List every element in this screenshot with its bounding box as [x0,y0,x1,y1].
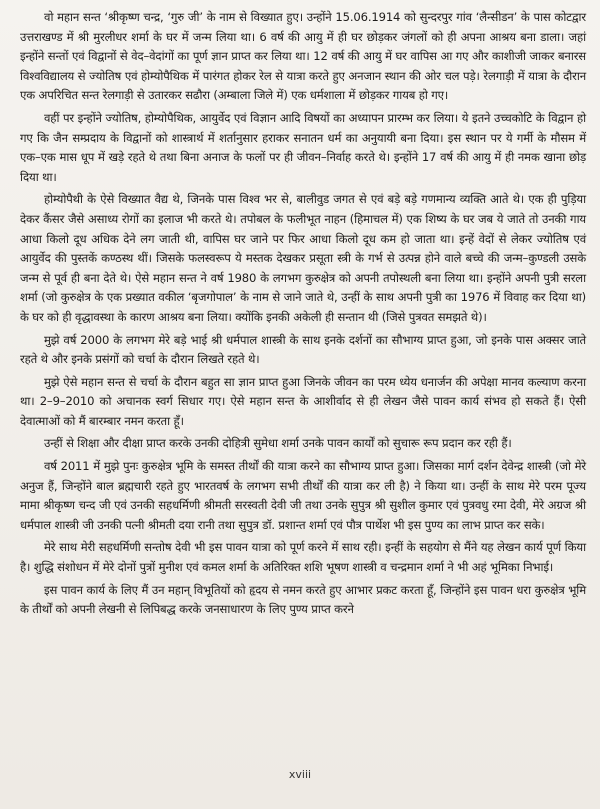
paragraph-3: होम्योपैथी के ऐसे विख्यात वैद्य थे, जिनके पास विश्व भर से, बालीवुड जगत से एवं बड़े बड़े गणमान्य व्यक्ति आते थे। एक ही पुड़िया देकर कैंसर जैसे असाध्य रोगों का इलाज भी करते थे। तपोबल के फलीभूत नाहन (हिमाचल में) एक शिष्य के घर जब ये जाते तो उनकी गाय आधा किलो दूध अधिक देने लग जाती थी, वापिस घर जाने पर फिर आधा किलो दूध कम हो जाता था। इन्हें वेदों से लेकर ज्योतिष एवं आयुर्वेद की पुस्तकें कण्ठस्थ थीं। जिसके फलस्वरूप ये मस्तक देखकर प्रसूता स्त्री के गर्भ से उत्पन्न होने वाले बच्चे की जन्म–कुण्डली उसके जन्म से पूर्व ही बना देते थे। ऐसे महान सन्त ने वर्ष 1980 के लगभग कुरुक्षेत्र को अपनी तपोस्थली बना लिया था। इन्होंने अपनी पुत्री सरला शर्मा (जो कुरुक्षेत्र के एक प्रख्यात वकील ‘बृजगोपाल’ के नाम से जाने जाते थे, उन्हीं के साथ अपनी पुत्री का 1976 में विवाह कर दिया था) के घर को ही वृद्धावस्था के कारण आश्रय बना लिया। क्योंकि इनकी अकेली ही सन्तान थी (जिसे पुत्रवत समझते थे)। [20,192,586,324]
paragraph-7: वर्ष 2011 में मुझे पुनः कुरुक्षेत्र भूमि के समस्त तीर्थों की यात्रा करने का सौभाग्य प्राप्त हुआ। जिसका मार्ग दर्शन देवेन्द्र शास्त्री (जो मेरे अनुज हैं, जिन्होंने बाल ब्रह्मचारी रहते हुए भारतवर्ष के लगभग सभी तीर्थों की यात्रा कर ली है) ने किया था। उन्हीं के साथ मेरे परम पूज्य मामा श्रीकृष्ण चन्द जी एवं उनकी सहधर्मिणी श्रीमती सरस्वती देवी जी तथा उनके सुपुत्र श्री सुशील कुमार एवं पुत्रवधु रमा देवी, मेरे अग्रज श्री धर्मपाल शास्त्री जी उनकी पत्नी श्रीमती दया रानी तथा सुपुत्र डॉ. प्रशान्त शर्मा एवं पौत्र पार्थेश भी इस पुण्य का लाभ प्राप्त कर सके। [20,459,586,532]
paragraph-1: वो महान सन्त ‘श्रीकृष्ण चन्द्र, ‘गुरु जी’ के नाम से विख्यात हुए। उन्होंने 15.06.1914 को सुन्दरपुर गांव ‘लैन्सीडन’ के पास कोटद्वार उत्तराखण्ड में श्री मुरलीधर शर्मा के घर में जन्म लिया था। 6 वर्ष की आयु में ही घर छोड़कर जंगलों को ही अपना आश्रय बना डाला। जहां इन्होंने सन्तों एवं विद्वानों से वेद–वेदांगों का पूर्ण ज्ञान प्राप्त कर लिया था। 12 वर्ष की आयु में घर वापिस आ गए और काशीजी जाकर बनारस विश्वविद्यालय से ज्योतिष एवं होम्योपैथिक में पारंगत होकर रेल से यात्रा करते हुए अनजान स्थान की ओर चल पड़े। रेलगाड़ी में यात्रा के दौरान एक अपरिचित सन्त रेलगाड़ी से उतारकर सढौरा (अम्बाला जिले में) एक धर्मशाला में छोड़कर गायब हो गए। [20,10,586,103]
page-body [20,8,586,620]
paragraph-8: मेरे साथ मेरी सहधर्मिणी सन्तोष देवी भी इस पावन यात्रा को पूर्ण करने में साथ रही। इन्हीं के सहयोग से मैंने यह लेखन कार्य पूर्ण किया है। शुद्धि संशोधन में मेरे दोनों पुत्रों मुनीश एवं कमल शर्मा के अतिरिक्त शशि भूषण शास्त्री व चन्द्रमान शर्मा ने भी अहं भूमिका निभाई। [20,540,586,575]
paragraph-5: मुझे ऐसे महान सन्त से चर्चा के दौरान बहुत सा ज्ञान प्राप्त हुआ जिनके जीवन का परम ध्येय धनार्जन की अपेक्षा मानव कल्याण करना था। 2–9–2010 को अचानक स्वर्ग सिधार गए। ऐसे महान सन्त के आशीर्वाद से ही लेखन जैसे पावन कार्य संभव हो सकते हैं। ऐसी देवात्माओं को मैं बारम्बार नमन करता हूँ। [20,374,586,428]
paragraph-2: वहीं पर इन्होंने ज्योतिष, होम्योपैथिक, आयुर्वेद एवं विज्ञान आदि विषयों का अध्यापन प्रारम्भ कर लिया। ये इतने उच्चकोटि के विद्वान हो गए कि जैन सम्प्रदाय के विद्वानों को शास्त्रार्थ में शर्तानुसार हराकर सनातन धर्म का अनुयायी बना दिया। इस स्थान पर ये गर्मी के मौसम में एक–एक मास धूप में खड़े रहते थे तथा बिना अनाज के फलों पर ही जीवन–निर्वाह करते थे। इन्होंने 17 वर्ष की आयु में ही नमक खाना छोड़ दिया था। [20,110,586,184]
paragraph-9: इस पावन कार्य के लिए मैं उन महान् विभूतियों को हृदय से नमन करते हुए आभार प्रकट करता हूँ, जिन्होंने इस पावन धरा कुरुक्षेत्र भूमि के तीर्थों को अपनी लेखनी से लिपिबद्ध करके जनसाधारण के लिए पुण्य प्राप्त करने [20,582,586,617]
page-number: xviii [288,768,312,781]
paragraph-4: मुझे वर्ष 2000 के लगभग मेरे बड़े भाई श्री धर्मपाल शास्त्री के साथ इनके दर्शनों का सौभाग्य प्राप्त हुआ, जो इनके पास अक्सर जाते रहते थे और इनके प्रसंगों को चर्चा के दौरान लिखते रहते थे। [20,332,586,367]
paragraph-6: उन्हीं से शिक्षा और दीक्षा प्राप्त करके उनकी दोहित्री सुमेधा शर्मा उनके पावन कार्यों को सुचारू रूप प्रदान कर रही हैं। [44,436,512,451]
